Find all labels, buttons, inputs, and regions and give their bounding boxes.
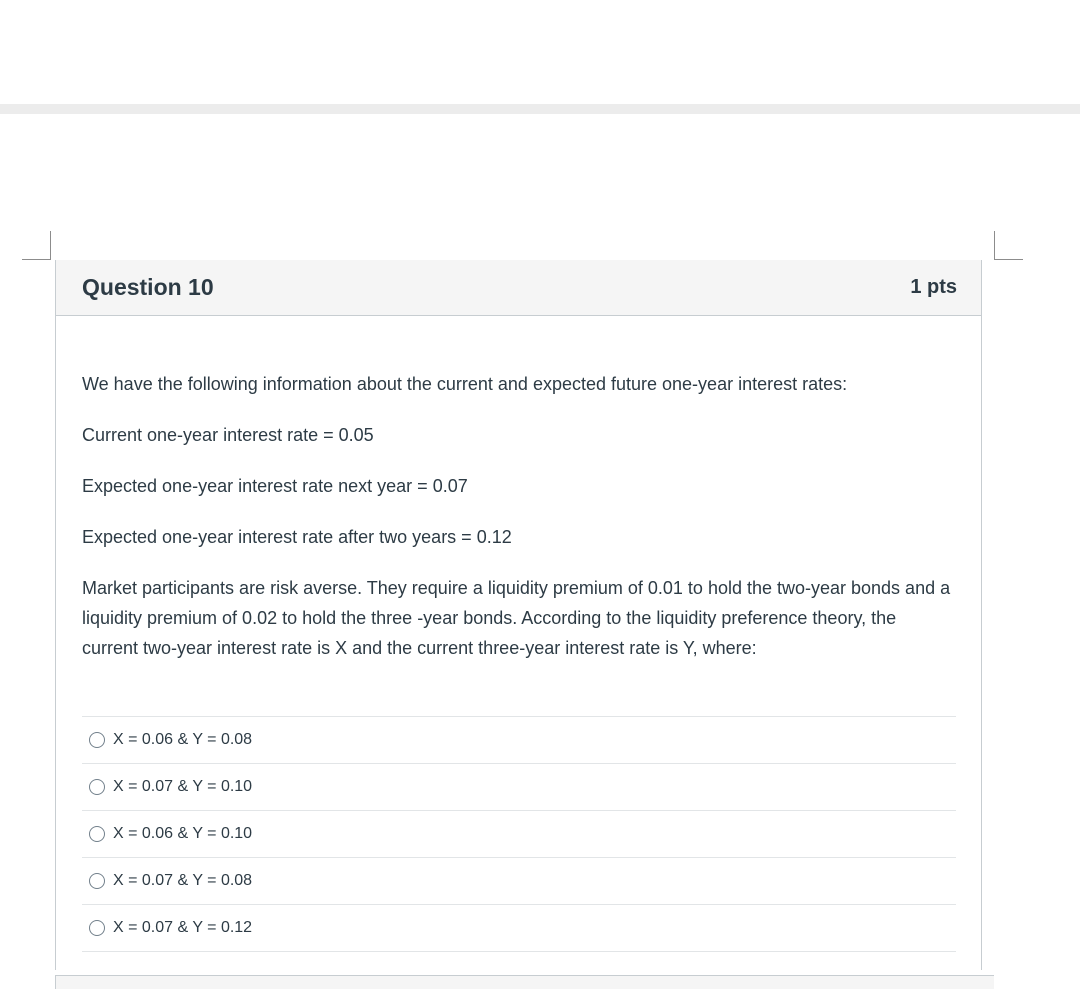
question-text [56, 316, 981, 663]
answer-option-3[interactable] [82, 811, 956, 858]
answer-option-4[interactable] [82, 858, 956, 905]
question-title: Question 10 [82, 274, 214, 300]
answer-label: X = 0.07 & Y = 0.12 [113, 919, 253, 936]
radio-button[interactable] [89, 732, 105, 748]
radio-button[interactable] [89, 920, 105, 936]
question-paragraph-next-year-rate: Expected one-year interest rate next year = 0.07 [82, 476, 468, 496]
radio-button[interactable] [89, 873, 105, 889]
answer-option-1[interactable] [82, 717, 956, 764]
answer-option-5[interactable] [82, 905, 956, 952]
corner-mark-right [994, 231, 1023, 260]
question-paragraph-two-year-rate: Expected one-year interest rate after two years = 0.12 [82, 527, 512, 547]
corner-mark-left [22, 231, 51, 260]
radio-button[interactable] [89, 779, 105, 795]
question-paragraph-current-rate: Current one-year interest rate = 0.05 [82, 425, 374, 445]
question-header [56, 260, 981, 316]
answer-option-2[interactable] [82, 764, 956, 811]
radio-button[interactable] [89, 826, 105, 842]
answer-label: X = 0.06 & Y = 0.10 [113, 825, 253, 842]
answer-label: X = 0.07 & Y = 0.08 [113, 872, 253, 889]
answer-label: X = 0.06 & Y = 0.08 [113, 731, 253, 748]
question-paragraph-intro: We have the following information about the current and expected future one-year interest rates: [82, 374, 848, 394]
answer-list [82, 716, 956, 952]
answer-label: X = 0.07 & Y = 0.10 [113, 778, 253, 795]
question-points: 1 pts [910, 276, 957, 298]
question-card [55, 260, 982, 970]
top-divider-bar [0, 104, 1080, 114]
next-question-card-edge [55, 975, 994, 989]
question-paragraph-prompt: Market participants are risk averse. They require a liquidity premium of 0.01 to hold the two-year bonds and a liquidity premium of 0.02 to hold the three -year bonds. According to the liquidity preference theory, the current two-year interest rate is X and the current three-year interest rate is Y, where: [82, 578, 951, 658]
